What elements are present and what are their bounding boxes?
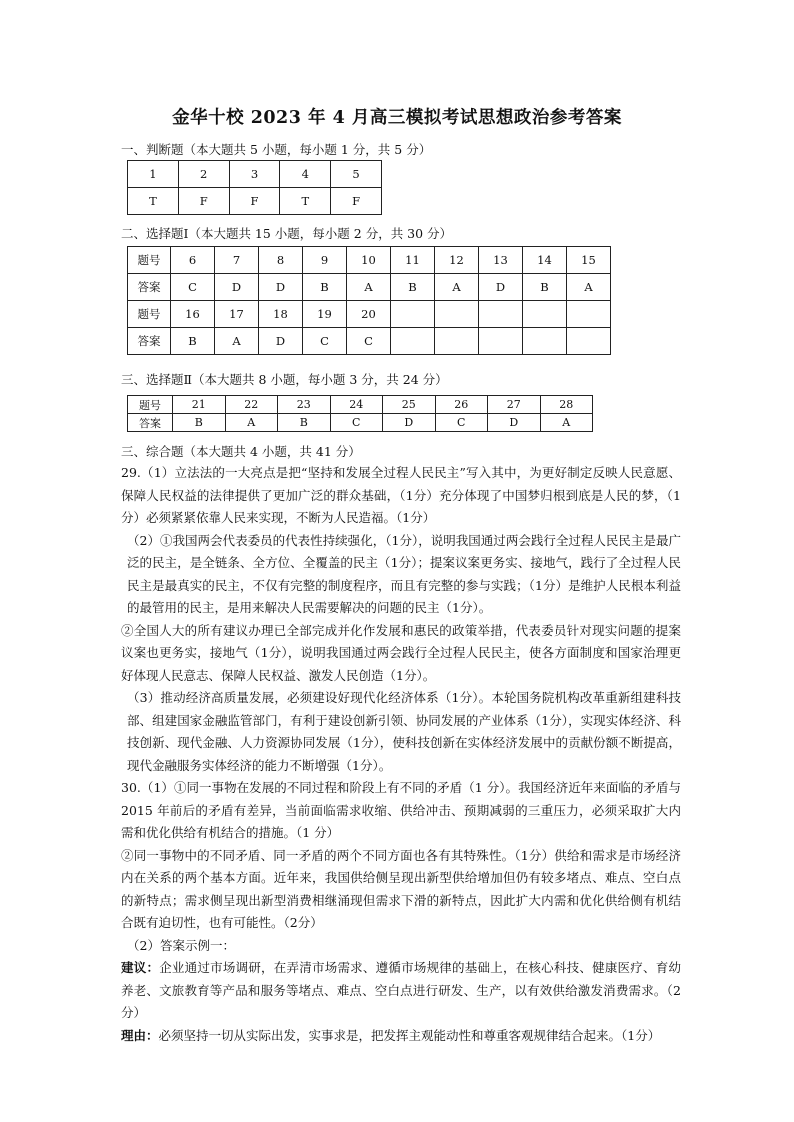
table-cell: D: [488, 414, 541, 432]
table-cell: 24: [330, 396, 383, 414]
table-cell: A: [567, 274, 611, 301]
table-cell: A: [215, 328, 259, 355]
table-cell: C: [171, 274, 215, 301]
judgment-answer-table: [127, 160, 382, 215]
table-cell: 13: [479, 247, 523, 274]
page-title: 金华十校 2023 年 4 月高三模拟考试思想政治参考答案: [172, 108, 622, 128]
suggestion-label: 建议：: [121, 960, 160, 975]
choice-2-answer-table: [127, 395, 593, 432]
table-cell: 14: [523, 247, 567, 274]
reason-text: 必须坚持一切从实际出发，实事求是，把发挥主观能动性和尊重客观规律结合起来。（1分）: [158, 1027, 661, 1043]
table-row: [128, 396, 593, 414]
table-row: [128, 328, 611, 355]
table-cell: D: [215, 274, 259, 301]
table-cell: 16: [171, 301, 215, 328]
table-cell: F: [229, 188, 280, 215]
table-cell: 8: [259, 247, 303, 274]
table-cell: A: [540, 414, 593, 432]
table-cell: 2: [178, 161, 229, 188]
table-cell: B: [173, 414, 226, 432]
table-cell: F: [331, 188, 382, 215]
table-cell: 22: [225, 396, 278, 414]
answer-paragraph: 30.（1）①同一事物在发展的不同过程和阶段上有不同的矛盾（1 分）。我国经济近年来面临的矛盾与 2015 年前后的矛盾有差异，当前面临需求收缩、供给冲击、预期减弱的三重压力，必须采取扩大内需和优化供给有机结合的措施。（1 分）: [121, 780, 681, 840]
row-label: 答案: [128, 414, 173, 432]
table-cell: [391, 301, 435, 328]
table-cell: D: [259, 328, 303, 355]
table-row: [128, 274, 611, 301]
table-cell: 6: [171, 247, 215, 274]
suggestion-text: 企业通过市场调研，在弄清市场需求、遵循市场规律的基础上，在核心科技、健康医疗、育幼养老、文旅教育等产品和服务等堵点、难点、空白点进行研发、生产，以有效供给激发消费需求。（2分）: [121, 960, 681, 1020]
table-cell: D: [259, 274, 303, 301]
table-cell: B: [523, 274, 567, 301]
table-cell: [523, 328, 567, 355]
table-row: [128, 188, 382, 215]
table-cell: F: [178, 188, 229, 215]
table-cell: 17: [215, 301, 259, 328]
table-cell: B: [303, 274, 347, 301]
section-heading-choice-1: 二、选择题Ⅰ（本大题共 15 小题，每小题 2 分，共 30 分）: [121, 226, 453, 241]
row-label: 答案: [128, 328, 171, 355]
table-cell: T: [128, 188, 179, 215]
answer-paragraph: （3）推动经济高质量发展，必须建设好现代化经济体系（1分）。本轮国务院机构改革重新组建科技部、组建国家金融监管部门，有利于建设创新引领、协同发展的产业体系（1分），实现实体经济、科技创新、现代金融、人力资源协同发展（1分），使科技创新在实体经济发展中的贡献份额不断提高，现代金融服务实体经济的能力不断增强（1分）。: [127, 690, 681, 773]
row-label: 答案: [128, 274, 171, 301]
table-cell: C: [303, 328, 347, 355]
table-cell: 21: [173, 396, 226, 414]
reason-paragraph: [121, 1025, 681, 1048]
table-cell: 5: [331, 161, 382, 188]
answer-paragraph: 29.（1）立法法的一大亮点是把“坚持和发展全过程人民民主”写入其中，为更好制定反映人民意愿、保障人民权益的法律提供了更加广泛的群众基础，（1分）充分体现了中国梦归根到底是人民的梦，（1分）必须紧紧依靠人民来实现，不断为人民造福。（1分）: [121, 465, 681, 525]
table-cell: 25: [383, 396, 436, 414]
table-cell: T: [280, 188, 331, 215]
section-heading-comprehensive: 三、综合题（本大题共 4 小题，共 41 分）: [121, 444, 361, 459]
table-cell: 1: [128, 161, 179, 188]
choice-1-answer-table: [127, 246, 611, 355]
table-cell: A: [435, 274, 479, 301]
table-cell: A: [225, 414, 278, 432]
table-cell: 4: [280, 161, 331, 188]
reason-label: 理由：: [121, 1027, 159, 1043]
table-cell: B: [171, 328, 215, 355]
row-label: 题号: [128, 247, 171, 274]
table-cell: [567, 328, 611, 355]
answer-paragraph: （2）答案示例一：: [127, 937, 235, 953]
table-cell: 20: [347, 301, 391, 328]
table-cell: 19: [303, 301, 347, 328]
section-heading-choice-2: 三、选择题Ⅱ（本大题共 8 小题，每小题 3 分，共 24 分）: [121, 372, 448, 387]
table-cell: 23: [278, 396, 331, 414]
table-cell: [435, 328, 479, 355]
table-cell: C: [347, 328, 391, 355]
table-cell: 12: [435, 247, 479, 274]
row-label: 题号: [128, 301, 171, 328]
table-cell: [391, 328, 435, 355]
answer-paragraph: ②同一事物中的不同矛盾、同一矛盾的两个不同方面也各有其特殊性。（1分）供给和需求是市场经济内在关系的两个基本方面。近年来，我国供给侧呈现出新型供给增加但仍有较多堵点、难点、空白点的新特点；需求侧呈现出新型消费相继涌现但需求下滑的新特点，因此扩大内需和优化供给侧有机结合既有迫切性，也有可能性。（2分）: [121, 847, 681, 930]
table-cell: B: [278, 414, 331, 432]
table-cell: 28: [540, 396, 593, 414]
table-cell: A: [347, 274, 391, 301]
answer-paragraph: （2）①我国两会代表委员的代表性持续强化，（1分），说明我国通过两会践行全过程人民民主是最广泛的民主，是全链条、全方位、全覆盖的民主（1分）；提案议案更务实、接地气，践行了全过程人民民主是最真实的民主，不仅有完整的制度程序，而且有完整的参与实践；（1分）是维护人民根本利益的最管用的民主，是用来解决人民需要解决的问题的民主（1分）。: [127, 532, 681, 615]
answer-body: [121, 462, 681, 1047]
table-cell: 3: [229, 161, 280, 188]
table-cell: 9: [303, 247, 347, 274]
table-cell: [567, 301, 611, 328]
answer-paragraph: ②全国人大的所有建议办理已全部完成并化作发展和惠民的政策举措，代表委员针对现实问题的提案议案也更务实，接地气（1分），说明我国通过两会践行全过程人民民主，使各方面制度和国家治理更好体现人民意志、保障人民权益、激发人民创造（1分）。: [121, 622, 681, 683]
row-label: 题号: [128, 396, 173, 414]
table-cell: B: [391, 274, 435, 301]
table-cell: 15: [567, 247, 611, 274]
table-cell: 7: [215, 247, 259, 274]
table-row: [128, 161, 382, 188]
table-row: [128, 301, 611, 328]
table-cell: 27: [488, 396, 541, 414]
table-cell: 26: [435, 396, 488, 414]
table-row: [128, 247, 611, 274]
table-cell: [523, 301, 567, 328]
table-cell: [435, 301, 479, 328]
table-cell: 10: [347, 247, 391, 274]
table-cell: D: [479, 274, 523, 301]
table-cell: [479, 328, 523, 355]
table-cell: 11: [391, 247, 435, 274]
table-row: [128, 414, 593, 432]
table-cell: D: [383, 414, 436, 432]
table-cell: [479, 301, 523, 328]
table-cell: C: [435, 414, 488, 432]
table-cell: C: [330, 414, 383, 432]
section-heading-judgment: 一、判断题（本大题共 5 小题，每小题 1 分，共 5 分）: [121, 142, 432, 157]
table-cell: 18: [259, 301, 303, 328]
suggestion-paragraph: [121, 957, 681, 1025]
